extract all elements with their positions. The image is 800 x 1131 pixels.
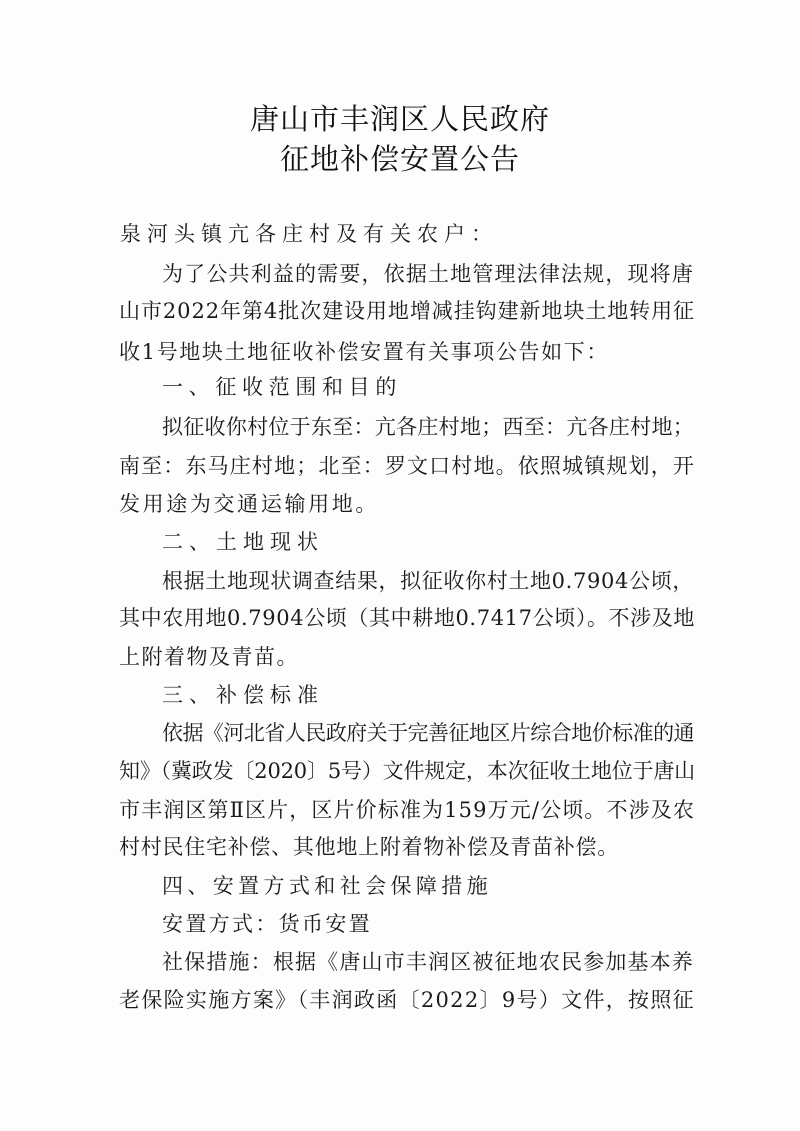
body-line: 其中农用地0.7904公顷（其中耕地0.7417公顷）。不涉及地: [119, 606, 695, 630]
body-line: 山市2022年第4批次建设用地增减挂钩建新地块土地转用征: [119, 299, 695, 323]
section-heading: 三、补偿标准: [162, 683, 324, 707]
body-line: 市丰润区第Ⅱ区片，区片价标准为159万元/公顷。不涉及农: [119, 798, 695, 822]
body-line: 拟征收你村位于东至：亢各庄村地；西至：亢各庄村地；: [162, 415, 694, 439]
section-heading: 一、征收范围和目的: [162, 375, 402, 399]
body-line: 为了公共利益的需要，依据土地管理法律法规，现将唐: [162, 262, 694, 286]
body-line: 社保措施：根据《唐山市丰润区被征地农民参加基本养: [162, 950, 694, 974]
body-line: 发用途为交通运输用地。: [119, 492, 379, 516]
body-line: 依据《河北省人民政府关于完善征地区片综合地价标准的通: [162, 721, 694, 745]
body-line: 安置方式：货币安置: [162, 912, 372, 936]
document-title-line1: 唐山市丰润区人民政府: [249, 102, 550, 136]
body-line: 村村民住宅补偿、其他地上附着物补偿及青苗补偿。: [119, 835, 619, 859]
body-line: 南至：东马庄村地；北至：罗文口村地。依照城镇规划，开: [119, 454, 695, 478]
body-line: 上附着物及青苗。: [119, 645, 299, 669]
body-line: 老保险实施方案》（丰润政函〔2022〕9号）文件，按照征: [119, 988, 695, 1012]
body-line: 收1号地块土地征收补偿安置有关事项公告如下：: [119, 340, 609, 364]
document-title-line2: 征地补偿安置公告: [279, 142, 520, 176]
body-line: 知》（冀政发〔2020〕5号）文件规定，本次征收土地位于唐山: [119, 759, 695, 783]
section-heading: 四、安置方式和社会保障措施: [162, 874, 492, 898]
body-line: 根据土地现状调查结果，拟征收你村土地0.7904公顷，: [162, 569, 694, 593]
addressee-line: 泉河头镇亢各庄村及有关农户：: [120, 222, 498, 246]
section-heading: 二、土地现状: [162, 530, 324, 554]
